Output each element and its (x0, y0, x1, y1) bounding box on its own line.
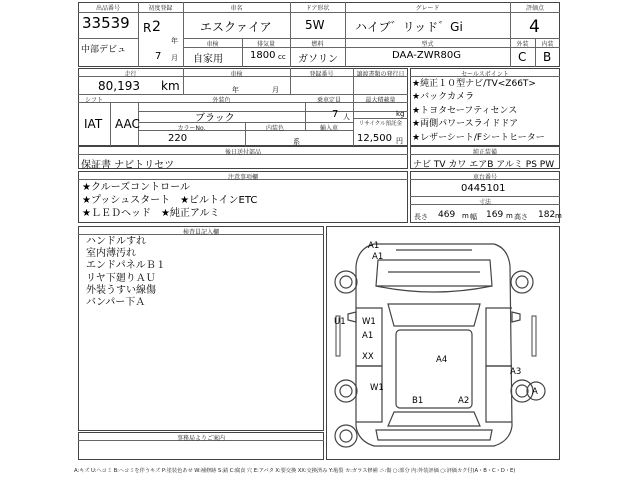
score-label: 評価点 (525, 5, 544, 12)
import-label: 輸入車 (319, 125, 338, 132)
auction-no: 33539 (82, 14, 130, 32)
sales-points-list (412, 78, 560, 145)
chassis-label: 車台番号 (472, 174, 497, 181)
mark-a2: A2 (458, 396, 470, 406)
fuel: ガソリン (298, 54, 338, 65)
grade-label: グレード (415, 5, 440, 12)
first-reg-label: 初度登録 (148, 5, 173, 12)
chassis-no: 0445101 (461, 183, 506, 194)
use-type: 自家用 (193, 54, 223, 65)
length-unit: m (462, 212, 469, 220)
sales-point-item: ★トヨタセーフティセンス (412, 105, 518, 116)
displacement-label: 排気量 (256, 41, 275, 48)
grade: ハイブ゛リッド゛Gi (355, 20, 463, 34)
width-label: 幅 (470, 213, 477, 221)
damage-marks (334, 241, 538, 406)
capacity: 7 (332, 109, 339, 120)
reg-no-label: 登録番号 (309, 71, 334, 78)
era: R (143, 21, 152, 35)
notes-label: 注意事項欄 (227, 174, 258, 181)
inspector-note-item: エンドパネルＢ１ (86, 260, 166, 272)
inspector-note-item: 室内薄汚れ (86, 248, 136, 260)
model-change: 中部デビュ (81, 45, 127, 55)
mark-u1: U1 (334, 317, 346, 327)
shift: IAT (84, 117, 103, 131)
note-item: ★クルーズコントロール (82, 182, 190, 193)
shift-label: シフト (84, 97, 103, 104)
load-unit: kg (396, 110, 405, 118)
mark-w1-front: W1 (362, 317, 376, 327)
inspector-note-item: バンパー下Ａ (86, 297, 146, 309)
capacity-label: 乗車定員 (316, 97, 341, 104)
shaken-year-unit: 年 (232, 86, 239, 94)
note-item: ★ＬＥＤヘッド ★純正アルミ (82, 208, 220, 219)
mileage-label: 走行 (124, 71, 137, 78)
shaken-label: 車検 (230, 71, 243, 78)
transfer-date-label: 譲渡書類の発行日 (356, 71, 405, 78)
notes-list (82, 181, 257, 220)
height-label: 高さ (514, 213, 528, 221)
door-label: ドア形状 (305, 5, 330, 12)
door-type: 5W (305, 18, 325, 32)
width: 169 (486, 210, 504, 220)
displacement-unit: cc (278, 53, 286, 61)
height-unit: m (555, 212, 562, 220)
color-no: 220 (168, 133, 188, 144)
month-unit: 月 (171, 54, 178, 62)
inspector-list (86, 236, 166, 309)
reg-month: 7 (155, 51, 162, 62)
mark-w1-rear: W1 (370, 383, 384, 393)
year-unit: 年 (171, 37, 178, 45)
sales-point-item: ★両側パワースライドドア (412, 119, 519, 130)
mark-a3: A3 (510, 367, 522, 377)
interior-color-unit: 系 (293, 138, 300, 146)
interior-color-label: 内装色 (265, 125, 284, 132)
shaken-month-unit: 月 (272, 86, 279, 94)
capacity-unit: 人 (343, 113, 350, 121)
exterior-grade: C (518, 50, 527, 64)
mark-a-wheel: A (532, 387, 538, 397)
dim-label: 寸法 (478, 199, 491, 206)
color-label: 外装色 (212, 97, 231, 104)
equipment-label: 純正装備 (472, 149, 497, 156)
model-code-label: 型式 (421, 41, 434, 48)
auction-no-label: 出品番号 (95, 5, 120, 12)
height: 182 (538, 210, 556, 220)
accessories-value: 保証書 ナビトリセツ (81, 160, 175, 171)
note-item: ★プッシュスタート ★ビルトインETC (82, 195, 258, 206)
mark-xx: XX (362, 352, 374, 362)
car-name: エスクァイア (200, 20, 272, 34)
exterior-label: 外装 (516, 41, 529, 48)
mark-a1-bumper: A1 (372, 252, 384, 262)
sales-points-label: セールスポイント (461, 71, 509, 78)
displacement: 1800 (250, 50, 276, 61)
interior-grade: B (543, 50, 552, 64)
mark-a4: A4 (436, 355, 448, 365)
accessories-label: 後日送付部品 (224, 149, 261, 156)
sales-point-item: ★レザーシート/Fシートヒーター (412, 132, 545, 143)
inspector-note-item: ハンドルすれ (86, 236, 146, 247)
air-conditioner: AAC (115, 117, 140, 131)
mark-a1-front: A1 (368, 241, 380, 251)
inspection-label: 車検 (206, 41, 219, 48)
recycle-label: リサイクル預託金 (358, 121, 403, 127)
mileage-unit: km (161, 79, 180, 93)
reg-year: 2 (152, 19, 161, 35)
mileage: 80,193 (98, 79, 140, 93)
length-label: 長さ (414, 213, 428, 221)
model-code: DAA-ZWR80G (392, 50, 462, 61)
length: 469 (438, 210, 456, 220)
width-unit: m (506, 212, 513, 220)
inspector-note-item: 外装うすい線傷 (86, 284, 156, 296)
office-label: 事務局よりご案内 (176, 435, 225, 442)
car-damage-diagram (326, 226, 560, 460)
load-label: 最大積載量 (365, 97, 396, 104)
damage-legend: A:キズ U:へコミ B:ヘコミを伴うキズ P:塗装色あせ W:補修跡 S:錆 C:腐食 穴 E:アバタ X:要交換 XX:交換済み Y:亀裂 カ:ガラス修補 ニ:傷 ○:部分 内:外装評価 ○:評価カク付(A・B・C・D・E) (74, 468, 516, 474)
body-color: ブラック (195, 113, 235, 124)
inspector-label: 検査員記入欄 (182, 229, 219, 236)
score: 4 (529, 17, 540, 37)
recycle-fee: 12,500 (357, 133, 392, 144)
color-no-label: カラーNo. (177, 125, 206, 132)
recycle-unit: 円 (396, 137, 403, 145)
car-outline (348, 244, 520, 446)
fuel-label: 燃料 (311, 41, 324, 48)
sales-point-item: ★純正１０型ナビ/TV<Z66T> (412, 79, 536, 89)
sales-point-item: ★バックカメラ (412, 92, 475, 103)
equipment-value: ナビ TV カワ エアB アルミ PS PW (413, 160, 555, 170)
inspector-note-item: リヤ下廻りＡＵ (86, 272, 156, 284)
mark-a1-side: A1 (362, 331, 374, 341)
interior-label: 内装 (541, 41, 554, 48)
mark-b1: B1 (412, 396, 424, 406)
car-name-label: 車名 (230, 5, 243, 12)
